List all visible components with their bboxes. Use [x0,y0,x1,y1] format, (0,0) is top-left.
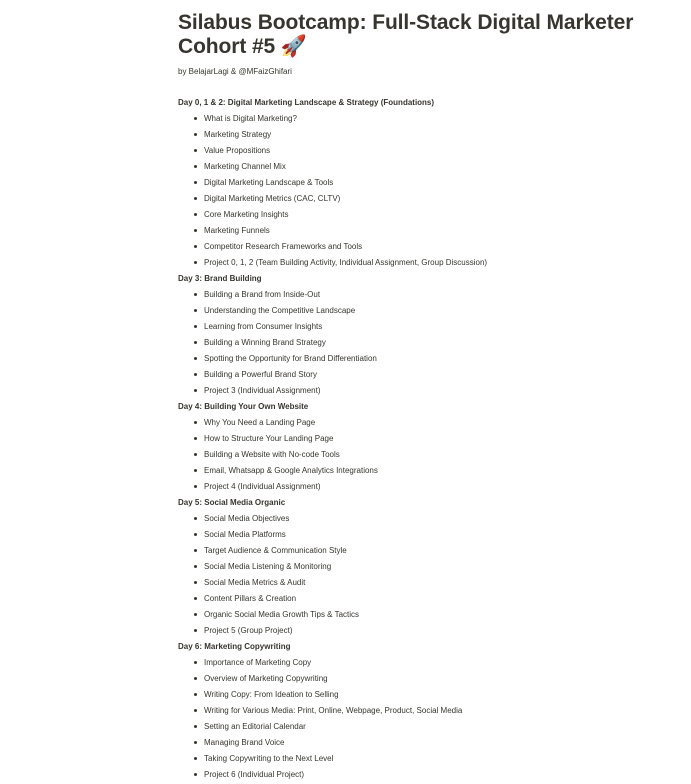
bullet-list [178,415,678,495]
list-item-text: Building a Website with No-code Tools [204,450,340,459]
list-item-text: Target Audience & Communication Style [204,546,347,555]
byline: by BelajarLagi & @MFaizGhifari [178,67,292,76]
bullet-icon [194,293,197,296]
document-page [178,11,678,783]
list-item [178,767,678,783]
list-item [178,607,678,623]
syllabus-section [178,639,678,783]
list-item-text: Project 5 (Group Project) [204,626,293,635]
section-title: Day 3: Brand Building [178,274,262,283]
list-item [178,463,678,479]
bullet-icon [194,133,197,136]
list-item [178,735,678,751]
syllabus-sections [178,95,678,783]
list-item [178,159,678,175]
bullet-icon [194,597,197,600]
bullet-icon [194,565,197,568]
section-title: Day 6: Marketing Copywriting [178,642,291,651]
list-item [178,431,678,447]
bullet-icon [194,581,197,584]
syllabus-section [178,495,678,639]
bullet-icon [194,229,197,232]
list-item-text: Value Propositions [204,146,271,155]
bullet-icon [194,709,197,712]
list-item [178,111,678,127]
bullet-icon [194,325,197,328]
list-item [178,671,678,687]
list-item-text: Social Media Platforms [204,530,286,539]
page-title: Silabus Bootcamp: Full-Stack Digital Marketer Cohort #5 🚀 [178,11,634,58]
list-item-text: Project 3 (Individual Assignment) [204,386,321,395]
list-item [178,447,678,463]
list-item [178,223,678,239]
list-item [178,383,678,399]
list-item [178,127,678,143]
list-item [178,255,678,271]
list-item-text: Content Pillars & Creation [204,594,297,603]
list-item [178,319,678,335]
list-item-text: Building a Powerful Brand Story [204,370,317,379]
list-item [178,655,678,671]
list-item [178,351,678,367]
list-item-text: Marketing Strategy [204,130,272,139]
section-title: Day 4: Building Your Own Website [178,402,309,411]
syllabus-section [178,271,678,399]
list-item [178,239,678,255]
bullet-icon [194,613,197,616]
bullet-icon [194,725,197,728]
bullet-icon [194,197,197,200]
bullet-icon [194,693,197,696]
list-item-text: Marketing Channel Mix [204,162,286,171]
list-item [178,527,678,543]
list-item-text: Taking Copywriting to the Next Level [204,754,334,763]
list-item-text: What is Digital Marketing? [204,114,297,123]
list-item [178,287,678,303]
list-item-text: Managing Brand Voice [204,738,285,747]
bullet-icon [194,533,197,536]
bullet-icon [194,149,197,152]
list-item-text: Importance of Marketing Copy [204,658,312,667]
list-item [178,143,678,159]
bullet-icon [194,469,197,472]
list-item-text: Social Media Metrics & Audit [204,578,306,587]
list-item-text: Project 4 (Individual Assignment) [204,482,321,491]
list-item [178,575,678,591]
list-item [178,543,678,559]
bullet-icon [194,773,197,776]
bullet-icon [194,357,197,360]
list-item [178,703,678,719]
list-item-text: How to Structure Your Landing Page [204,434,334,443]
bullet-icon [194,677,197,680]
list-item-text: Email, Whatsapp & Google Analytics Integrations [204,466,378,475]
bullet-icon [194,453,197,456]
bullet-icon [194,741,197,744]
bullet-icon [194,421,197,424]
bullet-icon [194,341,197,344]
list-item [178,175,678,191]
bullet-icon [194,117,197,120]
bullet-list [178,287,678,399]
list-item-text: Understanding the Competitive Landscape [204,306,356,315]
syllabus-section [178,95,678,271]
bullet-icon [194,517,197,520]
bullet-icon [194,309,197,312]
list-item [178,367,678,383]
list-item [178,591,678,607]
list-item [178,751,678,767]
bullet-icon [194,389,197,392]
list-item [178,559,678,575]
bullet-icon [194,437,197,440]
bullet-icon [194,213,197,216]
list-item-text: Building a Winning Brand Strategy [204,338,326,347]
bullet-list [178,111,678,271]
list-item-text: Setting an Editorial Calendar [204,722,306,731]
bullet-icon [194,549,197,552]
list-item-text: Organic Social Media Growth Tips & Tactics [204,610,360,619]
bullet-list [178,655,678,783]
list-item-text: Writing for Various Media: Print, Online, Webpage, Product, Social Media [204,706,463,715]
list-item-text: Building a Brand from Inside-Out [204,290,321,299]
list-item-text: Project 0, 1, 2 (Team Building Activity, Individual Assignment, Group Discussion) [204,258,488,267]
list-item [178,191,678,207]
bullet-icon [194,245,197,248]
bullet-icon [194,629,197,632]
list-item-text: Why You Need a Landing Page [204,418,316,427]
list-item-text: Digital Marketing Metrics (CAC, CLTV) [204,194,341,203]
bullet-icon [194,261,197,264]
bullet-icon [194,661,197,664]
syllabus-section [178,399,678,495]
list-item-text: Writing Copy: From Ideation to Selling [204,690,339,699]
bullet-icon [194,485,197,488]
list-item-text: Spotting the Opportunity for Brand Differentiation [204,354,377,363]
list-item [178,335,678,351]
bullet-icon [194,181,197,184]
list-item [178,415,678,431]
bullet-list [178,511,678,639]
section-title: Day 5: Social Media Organic [178,498,286,507]
bullet-icon [194,757,197,760]
bullet-icon [194,165,197,168]
list-item [178,207,678,223]
list-item [178,303,678,319]
list-item-text: Competitor Research Frameworks and Tools [204,242,363,251]
list-item-text: Learning from Consumer Insights [204,322,323,331]
list-item-text: Social Media Listening & Monitoring [204,562,332,571]
list-item-text: Overview of Marketing Copywriting [204,674,328,683]
list-item [178,719,678,735]
list-item [178,687,678,703]
list-item-text: Core Marketing Insights [204,210,289,219]
list-item-text: Digital Marketing Landscape & Tools [204,178,334,187]
list-item-text: Social Media Objectives [204,514,290,523]
list-item [178,623,678,639]
section-title: Day 0, 1 & 2: Digital Marketing Landscape & Strategy (Foundations) [178,98,435,107]
list-item-text: Marketing Funnels [204,226,270,235]
bullet-icon [194,373,197,376]
list-item [178,511,678,527]
list-item-text: Project 6 (Individual Project) [204,770,305,779]
list-item [178,479,678,495]
